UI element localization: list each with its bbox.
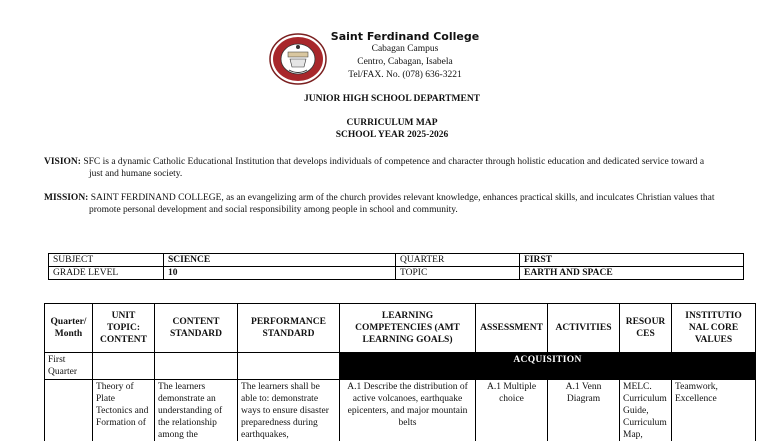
vision-text-line1: SFC is a dynamic Catholic Educational Institution that develops individuals of competence and character through holistic education and dedicated service toward a [83, 157, 705, 167]
subject-label: SUBJECT [49, 254, 164, 267]
topic-label: TOPIC [396, 267, 520, 280]
school-seal-logo [268, 33, 328, 85]
col-header-unit-topic: UNIT TOPIC: CONTENT [93, 304, 155, 353]
col-header-content-standard: CONTENT STANDARD [155, 304, 238, 353]
college-campus: Cabagan Campus [371, 44, 439, 54]
header-row [45, 304, 756, 353]
vision-label: VISION: [44, 157, 81, 167]
school-year: SCHOOL YEAR 2025-2026 [335, 130, 449, 140]
col-header-resources: RESOUR CES [620, 304, 672, 353]
college-address: Centro, Cabagan, Isabela [357, 57, 453, 67]
info-row [49, 267, 744, 280]
curriculum-map-table [44, 303, 756, 441]
mission-statement [44, 192, 756, 216]
mission-text-line2: promote personal development and social responsibility among people in school and community. [89, 205, 458, 215]
table-row [45, 380, 756, 441]
core-values-cell: Teamwork, Excellence [672, 380, 756, 441]
quarter-label: QUARTER [396, 254, 520, 267]
subject-info-table [48, 253, 744, 280]
col-header-assessment: ASSESSMENT [476, 304, 548, 353]
document-title: CURRICULUM MAP [346, 118, 438, 128]
activity-cell: A.1 Venn Diagram [548, 380, 620, 441]
grade-level-label: GRADE LEVEL [49, 267, 164, 280]
college-phone: Tel/FAX. No. (078) 636-3221 [348, 70, 462, 80]
subject-value: SCIENCE [164, 254, 396, 267]
mission-text-line1: SAINT FERDINAND COLLEGE, as an evangelizing arm of the church provides relevant knowledge, enhances practical skills, and inculcates Christian values that [90, 193, 715, 203]
college-name: Saint Ferdinand College [330, 30, 480, 43]
mission-label: MISSION: [44, 193, 89, 203]
competency-cell: A.1 Describe the distribution of active volcanoes, earthquake epicenters, and major mountain belts [340, 380, 476, 441]
vision-text-line2: just and humane society. [89, 169, 183, 179]
quarter-value: FIRST [520, 254, 744, 267]
grade-level-value: 10 [164, 267, 396, 280]
acquisition-row [45, 353, 756, 380]
col-header-activities: ACTIVITIES [548, 304, 620, 353]
col-header-core-values: INSTITUTIO NAL CORE VALUES [672, 304, 756, 353]
performance-standard-cell: The learners shall be able to: demonstrate ways to ensure disaster preparedness during earthquakes, [238, 380, 340, 441]
department-heading: JUNIOR HIGH SCHOOL DEPARTMENT [303, 94, 481, 104]
quarter-cell: First Quarter [45, 353, 93, 380]
assessment-cell: A.1 Multiple choice [476, 380, 548, 441]
vision-statement [44, 156, 756, 180]
info-row [49, 254, 744, 267]
acquisition-band: ACQUISITION [340, 353, 756, 380]
content-standard-cell: The learners demonstrate an understanding of the relationship among the [155, 380, 238, 441]
col-header-quarter: Quarter/ Month [45, 304, 93, 353]
col-header-learning-competencies: LEARNING COMPETENCIES (AMT LEARNING GOALS) [340, 304, 476, 353]
topic-value: EARTH AND SPACE [520, 267, 744, 280]
resources-cell: MELC. Curriculum Guide, Curriculum Map, [620, 380, 672, 441]
unit-topic-cell: Theory of Plate Tectonics and Formation of [93, 380, 155, 441]
col-header-performance-standard: PERFORMANCE STANDARD [238, 304, 340, 353]
